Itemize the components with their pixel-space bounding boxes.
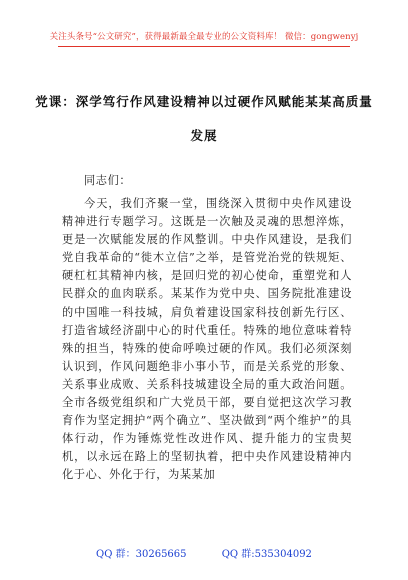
header-banner: 关注头条号“公文研究”，获得最新最全最专业的公文资料库！ 微信：gongwenyj [49, 32, 359, 42]
footer [0, 545, 408, 560]
document-title-line-2: 发展 [190, 128, 218, 143]
header-divider [58, 46, 350, 47]
document-title-line-1: 党课：深学笃行作风建设精神以过硬作风赋能某某高质量 [35, 94, 373, 109]
greeting: 同志们： [84, 174, 132, 187]
footer-qq-group-1: QQ 群：30265665 [96, 549, 187, 560]
footer-qq-group-2: QQ 群:535304092 [221, 549, 312, 560]
body-paragraph: 今天，我们齐聚一堂，围绕深入贯彻中央作风建设精神进行专题学习。这既是一次触及灵魂的思想淬炼，更是一次赋能发展的作风整训。中央作风建设，是我们党自我革命的“徙木立信”之举，是管党治党的铁规矩、硬杠杠其精神内核，是回归党的初心使命，重塑党和人民群众的血肉联系。某某作为党中央、国务院批准建设的中国唯一科技城，肩负着建设国家科技创新先行区、打造省域经济副中心的时代重任。特殊的地位意味着特殊的担当，特殊的使命呼唤过硬的作风。我们必须深刻认识到，作风问题绝非小事小节，而是关系党的形象、关系事业成败、关系科技城建设全局的重大政治问题。全市各级党组织和广大党员干部，要自觉把这次学习教育作为坚定拥护“两个确立”、坚决做到“两个维护”的具体行动，作为锤炼党性改进作风、提升能力的宝贵契机，以永远在路上的坚韧执着，把中央作风建设精神内化于心、外化于行，为某某加 [62, 197, 352, 482]
